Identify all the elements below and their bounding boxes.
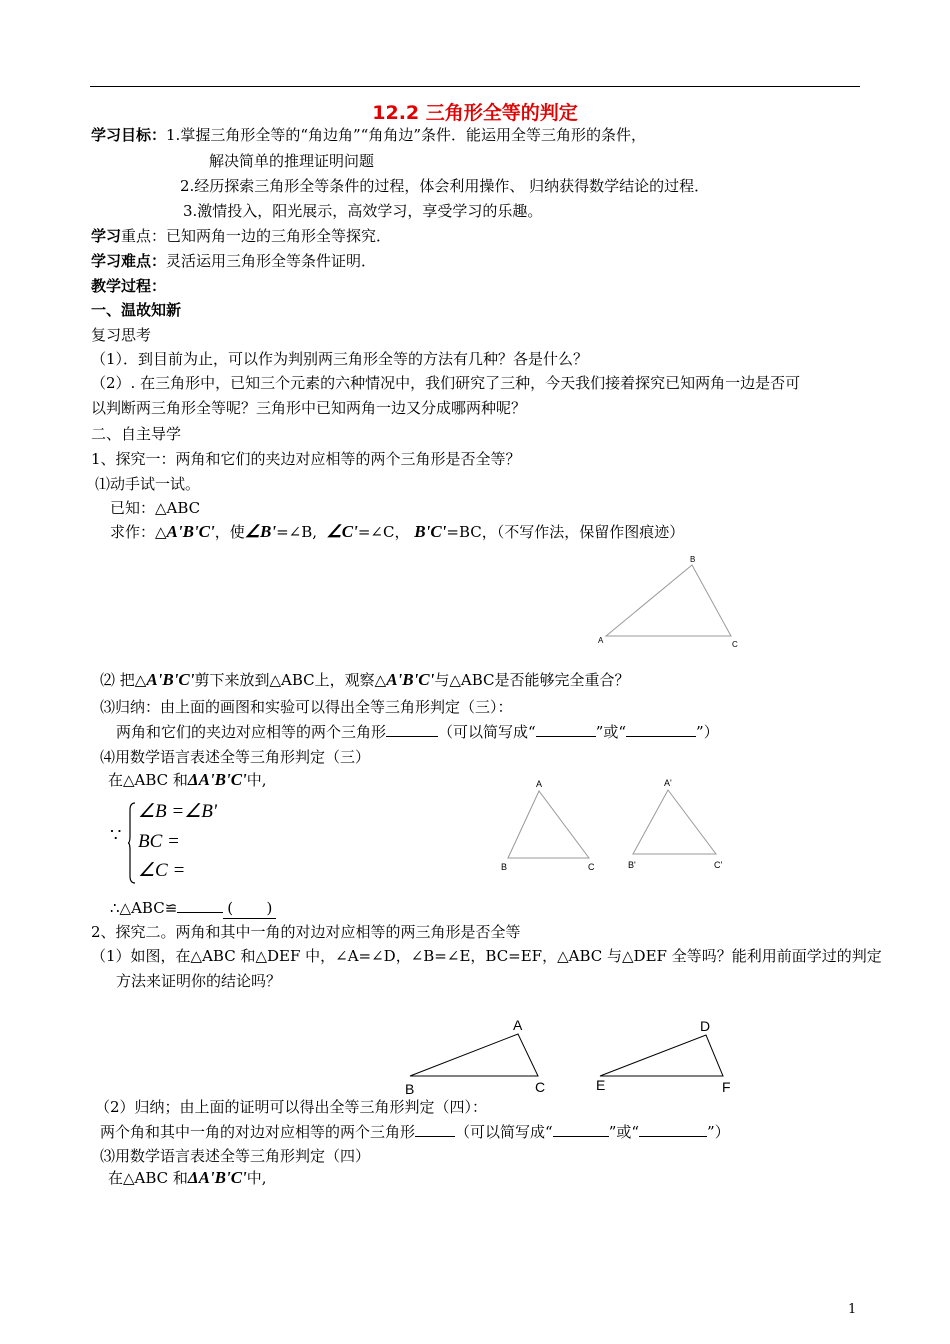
step2-text-c: 与△ABC是否能够完全重合？ — [434, 671, 630, 689]
paren-close: ) — [266, 899, 273, 917]
explore1-step3-line — [116, 722, 719, 742]
in-triangle: ΔA'B'C' — [187, 770, 247, 789]
objective-1a: 1.掌握三角形全等的“角边角”“角角边”条件．能运用全等三角形的条件， — [166, 126, 647, 144]
construct-triangle: A'B'C' — [166, 522, 215, 541]
explore1-in-line — [108, 770, 267, 790]
e2-step2-text-c: ”或“ — [608, 1123, 640, 1141]
step2-text-b: 剪下来放到△ABC上，观察△ — [194, 671, 387, 689]
step3-text-b: （可以简写成“ — [438, 723, 536, 741]
condition-2: BC = — [138, 831, 180, 852]
blank-field[interactable] — [386, 722, 438, 737]
key-point-text: 已知两角一边的三角形全等探究． — [166, 227, 392, 245]
step3-text-a: 两角和它们的夹边对应相等的两个三角形 — [116, 723, 387, 741]
objective-3: 3.激情投入，阳光展示，高效学习，享受学习的乐趣。 — [183, 202, 543, 220]
e2-in-triangle: ΔA'B'C' — [187, 1168, 247, 1187]
blank-field[interactable] — [536, 722, 596, 737]
section1-heading: 一、温故知新 — [91, 301, 182, 319]
e2-step2-text-d: ”） — [707, 1123, 730, 1141]
fig1-label-a: A — [598, 636, 604, 645]
figure-triangle-abc — [592, 552, 742, 652]
explore1-construct — [110, 522, 684, 542]
fig1-label-c: C — [732, 640, 738, 649]
fig3-label-d: D — [700, 1018, 711, 1034]
in-text-a: 在△ABC 和 — [108, 771, 188, 789]
condition-1: ∠B =∠B' — [138, 801, 217, 822]
brace-icon — [128, 802, 136, 884]
blank-field[interactable] — [626, 722, 696, 737]
explore2-q1b: 方法来证明你的结论吗？ — [116, 972, 282, 990]
header-rule — [90, 86, 860, 87]
fig2-label-b-prime: B' — [628, 860, 636, 870]
construct-angle-b: ∠B' — [244, 522, 277, 541]
key-point-label-b: 重点： — [121, 227, 167, 245]
e2-in-text-b: 中, — [246, 1169, 267, 1187]
step3-text-d: ”） — [696, 723, 719, 741]
explore1-step3: ⑶归纳：由上面的画图和实验可以得出全等三角形判定（三）： — [100, 698, 513, 716]
fig3-label-c: C — [535, 1079, 546, 1095]
section1-q2a: （2）. 在三角形中，已知三个元素的六种情况中，我们研究了三种，今天我们接着探究已知两角一边是否可 — [91, 374, 801, 392]
explore2-step3: ⑶用数学语言表述全等三角形判定（四） — [100, 1147, 371, 1165]
figure-congruent-triangles — [496, 776, 736, 876]
objectives-line1 — [91, 125, 646, 145]
explore1-given: 已知：△ABC — [110, 499, 201, 517]
fig2-label-c: C — [588, 862, 595, 872]
because-symbol: ∵ — [110, 825, 122, 846]
step2-triangle-1: A'B'C' — [146, 670, 195, 689]
blank-field[interactable] — [639, 1122, 707, 1137]
difficulty-text: 灵活运用三角形全等条件证明． — [166, 252, 377, 270]
explore1-step2 — [100, 670, 630, 690]
objective-1b: 解决简单的推理证明问题 — [209, 152, 375, 170]
fig1-label-b: B — [690, 555, 696, 564]
objective-2: 2.经历探索三角形全等条件的过程，体会利用操作、 归纳获得数学结论的过程． — [180, 177, 710, 195]
objectives-label: 学习目标： — [91, 126, 167, 144]
explore2-step2: （2）归纳；由上面的证明可以得出全等三角形判定（四）： — [95, 1098, 488, 1116]
fig3-label-f: F — [722, 1079, 731, 1095]
step2-triangle-2: A'B'C' — [386, 670, 435, 689]
page-title: 12.2 三角形全等的判定 — [372, 102, 578, 124]
explore2-step2-line — [100, 1122, 730, 1142]
explore1-step4: ⑷用数学语言表述全等三角形判定（三） — [100, 748, 371, 766]
page-number: 1 — [848, 1302, 857, 1317]
therefore-text: ∴△ABC≌ — [110, 899, 178, 917]
process-heading: 教学过程： — [91, 277, 167, 295]
key-point-label-a: 学习 — [91, 227, 122, 245]
therefore-line — [110, 898, 276, 919]
explore1-step1: ⑴动手试一试。 — [95, 475, 201, 493]
section1-subheading: 复习思考 — [91, 326, 152, 344]
blank-field[interactable] — [177, 898, 223, 913]
fig3-label-a: A — [513, 1017, 523, 1033]
blank-field[interactable] — [553, 1122, 609, 1137]
difficulty-label: 学习难点： — [91, 252, 167, 270]
fig2-label-b: B — [501, 862, 508, 872]
condition-3: ∠C = — [138, 860, 186, 881]
explore2-heading: 2、探究二。两角和其中一角的对边对应相等的两三角形是否全等 — [91, 923, 521, 941]
key-point-line — [91, 226, 391, 246]
difficulty-line — [91, 251, 376, 271]
e2-step2-text-a: 两个角和其中一角的对边对应相等的两个三角形 — [100, 1123, 416, 1141]
explore1-heading: 1、探究一：两角和它们的夹边对应相等的两个三角形是否全等？ — [91, 450, 521, 468]
reason-blank[interactable] — [223, 898, 276, 919]
step3-text-c: ”或“ — [595, 723, 627, 741]
construct-text-c: =∠B, — [276, 523, 317, 541]
fig3-label-b: B — [405, 1081, 415, 1097]
fig3-label-e: E — [596, 1077, 606, 1093]
construct-text-d: =∠C， — [357, 523, 410, 541]
fig2-label-c-prime: C' — [714, 860, 723, 870]
e2-in-text-a: 在△ABC 和 — [108, 1169, 188, 1187]
construct-text-a: 求作：△ — [110, 523, 167, 541]
fig2-label-a: A — [536, 779, 543, 789]
section1-q1: （1）．到目前为止，可以作为判别两三角形全等的方法有几种？各是什么？ — [91, 350, 589, 368]
construct-angle-c: ∠C' — [326, 522, 358, 541]
construct-side: B'C' — [414, 522, 447, 541]
section1-q2b: 以判断两三角形全等呢？三角形中已知两角一边又分成哪两种呢？ — [91, 399, 527, 417]
fig2-label-a-prime: A' — [664, 778, 672, 788]
in-text-b: 中, — [246, 771, 267, 789]
explore2-q1a: （1）如图，在△ABC 和△DEF 中，∠A=∠D，∠B=∠E，BC=EF，△ABC 与△DEF 全等吗？能利用前面学过的判定 — [91, 947, 882, 965]
section2-heading: 二、自主导学 — [91, 425, 182, 443]
e2-step2-text-b: （可以简写成“ — [455, 1123, 553, 1141]
step2-text-a: ⑵ 把△ — [100, 671, 147, 689]
figure-triangles-abc-def — [400, 1014, 745, 1098]
blank-field[interactable] — [415, 1122, 455, 1137]
explore2-in-line — [108, 1168, 267, 1188]
paren-open: ( — [227, 899, 234, 917]
construct-text-e: =BC，（不写作法，保留作图痕迹） — [446, 523, 685, 541]
construct-text-b: ，使 — [214, 523, 245, 541]
